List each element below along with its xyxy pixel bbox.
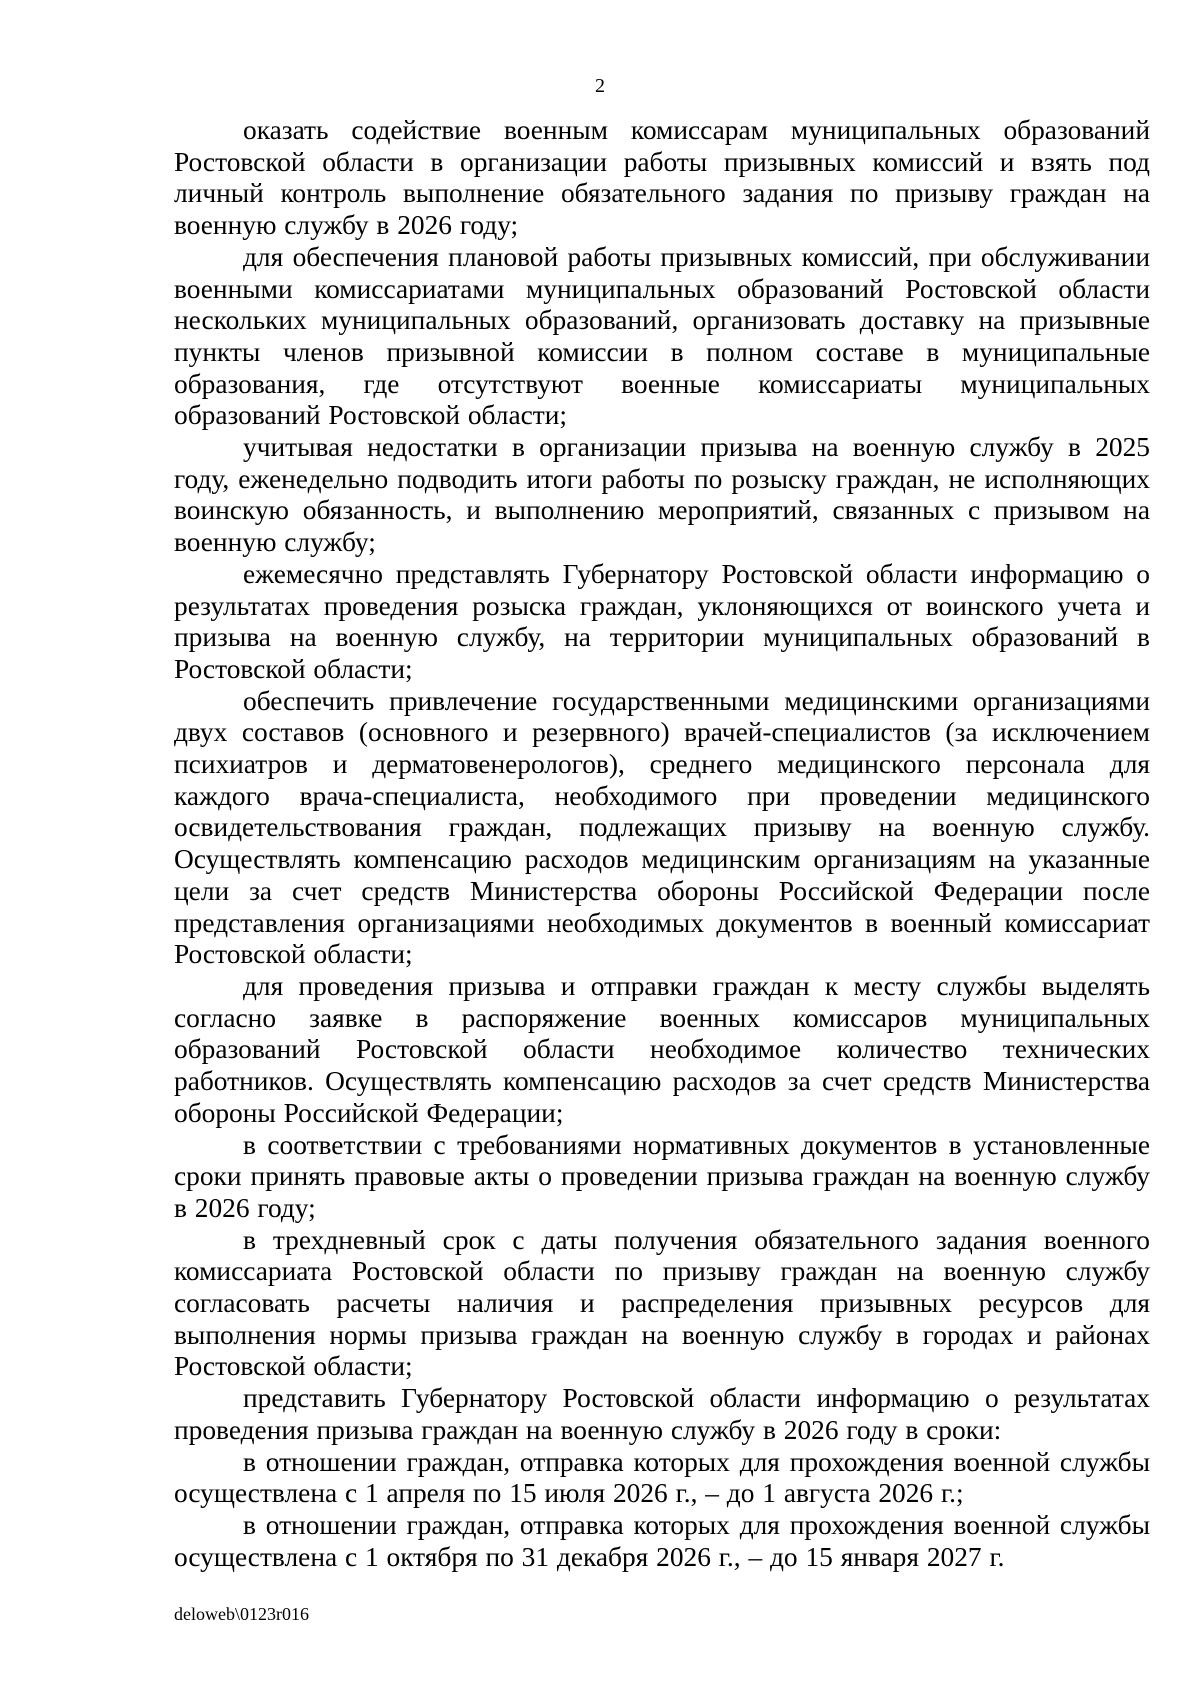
footer-document-code: deloweb\0123r016 [174, 1604, 309, 1624]
paragraph: ежемесячно представлять Губернатору Ростовской области информацию о результатах проведения розыска граждан, уклоняющихся от воинского учета и призыва на военную службу, на территории муниципальных образований в Ростовской области; [174, 558, 1150, 684]
paragraph: в отношении граждан, отправка которых для прохождения военной службы осуществлена с 1 апреля по 15 июля 2026 г., – до 1 августа 2026 г.; [174, 1446, 1150, 1509]
document-body [174, 115, 1150, 1573]
paragraph: в соответствии с требованиями нормативных документов в установленные сроки принять правовые акты о проведении призыва граждан на военную службу в 2026 году; [174, 1129, 1150, 1223]
paragraph: представить Губернатору Ростовской области информацию о результатах проведения призыва граждан на военную службу в 2026 году в сроки: [174, 1383, 1150, 1445]
paragraph: для обеспечения плановой работы призывных комиссий, при обслуживании военными комиссариатами муниципальных образований Ростовской области нескольких муниципальных образований, организовать доставку на призывные пункты членов призывной комиссии в полном составе в муниципальные образования, где отсутствуют военные комиссариаты муниципальных образований Ростовской области; [174, 241, 1150, 431]
paragraph: оказать содействие военным комиссарам муниципальных образований Ростовской области в организации работы призывных комиссий и взять под личный контроль выполнение обязательного задания по призыву граждан на военную службу в 2026 году; [174, 115, 1150, 241]
paragraph: обеспечить привлечение государственными медицинскими организациями двух составов (основного и резервного) врачей-специалистов (за исключением психиатров и дерматовенерологов), среднего медицинского персонала для каждого врача-специалиста, необходимого при проведении медицинского освидетельствования граждан, подлежащих призыву на военную службу. Осуществлять компенсацию расходов медицинским организациям на указанные цели за счет средств Министерства обороны Российской Федерации после представления организациями необходимых документов в военный комиссариат Ростовской области; [174, 685, 1150, 970]
paragraph: для проведения призыва и отправки граждан к месту службы выделять согласно заявке в распоряжение военных комиссаров муниципальных образований Ростовской области необходимое количество технических работников. Осуществлять компенсацию расходов за счет средств Министерства обороны Российской Федерации; [174, 970, 1150, 1128]
paragraph: в отношении граждан, отправка которых для прохождения военной службы осуществлена с 1 октября по 31 декабря 2026 г., – до 15 января 2027 г. [174, 1509, 1150, 1572]
paragraph: в трехдневный срок с даты получения обязательного задания военного комиссариата Ростовской области по призыву граждан на военную службу согласовать расчеты наличия и распределения призывных ресурсов для выполнения нормы призыва граждан на военную службу в городах и районах Ростовской области; [174, 1224, 1150, 1382]
page-number: 2 [595, 75, 605, 97]
paragraph: учитывая недостатки в организации призыва на военную службу в 2025 году, еженедельно подводить итоги работы по розыску граждан, не исполняющих воинскую обязанность, и выполнению мероприятий, связанных с призывом на военную службу; [174, 432, 1150, 558]
